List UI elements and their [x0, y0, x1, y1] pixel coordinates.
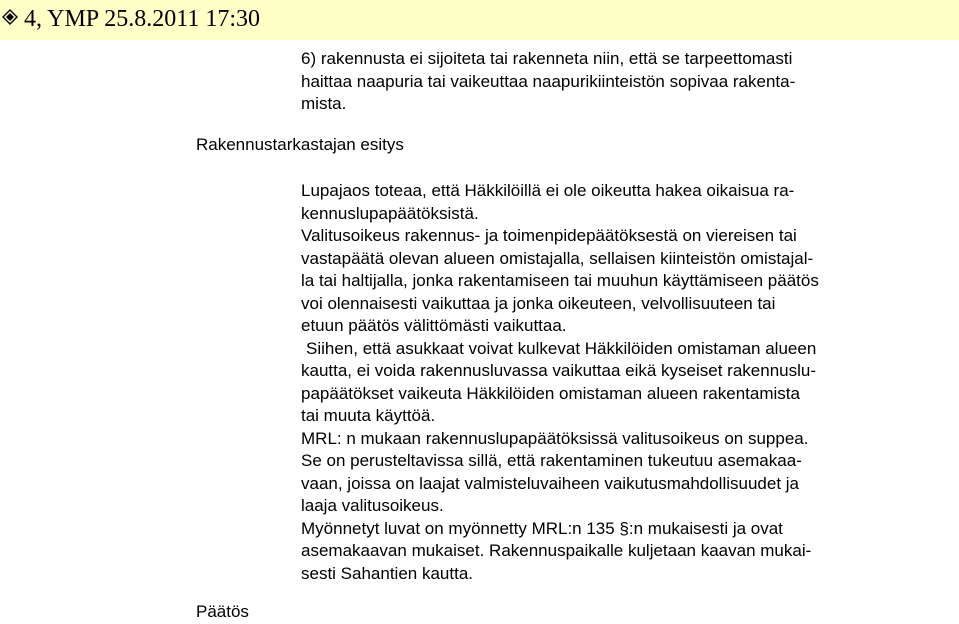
proposal-line: etuun päätös välittömästi vaikuttaa.	[301, 316, 567, 335]
proposal-line: Valitusoikeus rakennus- ja toimenpidepäätöksestä on viereisen tai	[301, 226, 797, 245]
intro-line: 6) rakennusta ei sijoiteta tai rakenneta niin, että se tarpeettomasti	[301, 49, 793, 68]
proposal-line: Siihen, että asukkaat voivat kulkevat Häkkilöiden omistaman alueen	[306, 338, 817, 358]
intro-line: mista.	[301, 94, 347, 113]
proposal-line: laaja valitusoikeus.	[301, 496, 444, 515]
proposal-line: kennuslupapäätöksistä.	[301, 203, 479, 223]
proposal-line: Myönnetyt luvat on myönnetty MRL:n 135 §:n mukaisesti ja ovat	[301, 518, 783, 538]
proposal-line: sesti Sahantien kautta.	[301, 563, 474, 583]
decision-label: Päätös	[196, 602, 249, 621]
proposal-line: Lupajaos toteaa, että Häkkilöillä ei ole oikeutta hakea oikaisua ra-	[301, 181, 795, 200]
proposal-line: MRL: n mukaan rakennuslupapäätöksissä valitusoikeus on suppea.	[301, 428, 809, 448]
proposal-line: vastapäätä olevan alueen omistajalla, sellaisen kiinteistön omistajal-	[301, 248, 814, 268]
proposal-label: Rakennustarkastajan esitys	[196, 135, 404, 154]
proposal-line: asemakaavan mukaiset. Rakennuspaikalle kuljetaan kaavan mukai-	[301, 541, 812, 560]
diamond-bullet-icon	[2, 9, 18, 25]
proposal-line: vaan, joissa on laajat valmisteluvaiheen vaikutusmahdollisuudet ja	[301, 473, 800, 493]
proposal-body	[301, 180, 921, 585]
proposal-line: la tai haltijalla, jonka rakentamiseen tai muuhun käyttämiseen päätös	[301, 271, 819, 290]
proposal-line: tai muuta käyttöä.	[301, 406, 436, 425]
proposal-line: Se on perusteltavissa sillä, että rakentaminen tukeutuu asemakaa-	[301, 451, 802, 470]
page-header-title: 4, YMP 25.8.2011 17:30	[24, 6, 261, 32]
intro-line: haittaa naapuria tai vaikeuttaa naapurikiinteistön sopivaa rakenta-	[301, 71, 796, 91]
intro-paragraph	[301, 48, 921, 116]
proposal-line: papäätökset vaikeuta Häkkilöiden omistaman alueen rakentamista	[301, 383, 800, 403]
proposal-line: kautta, ei voida rakennusluvassa vaikuttaa eikä kyseiset rakennuslu-	[301, 361, 817, 380]
proposal-line: voi olennaisesti vaikuttaa ja jonka oikeuteen, velvollisuuteen tai	[301, 293, 776, 313]
header-band	[0, 0, 959, 40]
